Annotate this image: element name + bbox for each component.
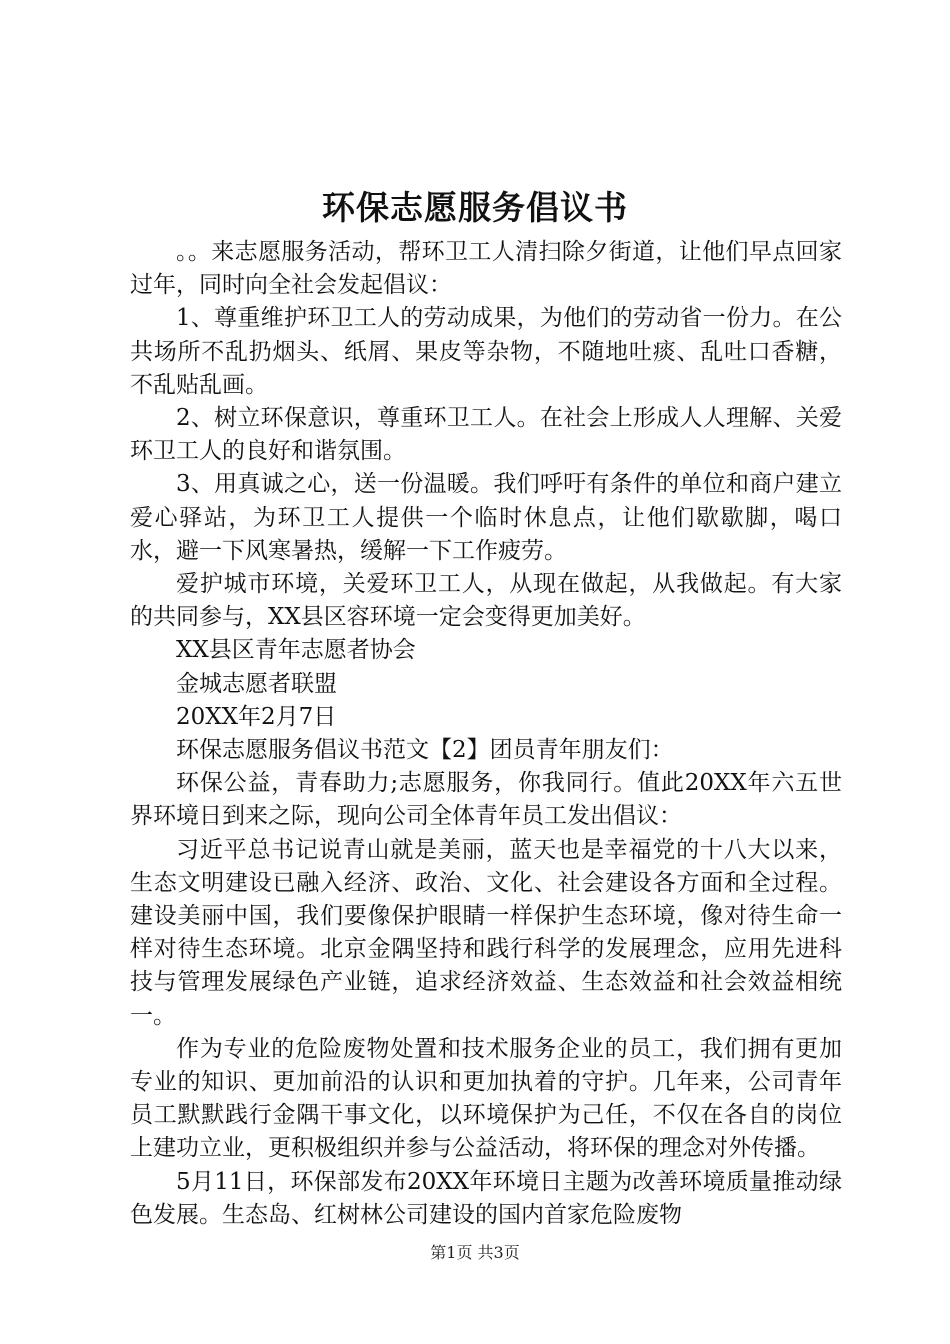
paragraph: 。。来志愿服务活动，帮环卫工人清扫除夕街道，让他们早点回家过年，同时向全社会发起倡议： [130,239,842,299]
document-title: 环保志愿服务倡议书 [322,188,628,227]
paragraph: 作为专业的危险废物处置和技术服务企业的员工，我们拥有更加专业的知识、更加前沿的认识和更加执着的守护。几年来，公司青年员工默默践行金隅干事文化，以环境保护为己任，不仅在各自的岗位上建功立业，更积极组织并参与公益活动，将环保的理念对外传播。 [130,1035,842,1162]
section-heading: 环保志愿服务倡议书范文【2】团员青年朋友们： [176,737,674,764]
document-body [130,236,842,1232]
paragraph: 5月11日，环保部发布20XX年环境日主题为改善环境质量推动绿色发展。生态岛、红树林公司建设的国内首家危险废物 [130,1168,842,1228]
paragraph: 环保公益，青春助力;志愿服务，你我同行。值此20XX年六五世界环境日到来之际，现向公司全体青年员工发出倡议： [130,770,842,830]
paragraph: 爱护城市环境，关爱环卫工人，从现在做起，从我做起。有大家的共同参与，XX县区容环境一定会变得更加美好。 [130,571,842,631]
signature-date: 20XX年2月7日 [176,703,337,730]
page-number-footer: 第1页 共3页 [430,1243,520,1262]
paragraph: 1、尊重维护环卫工人的劳动成果，为他们的劳动省一份力。在公共场所不乱扔烟头、纸屑、果皮等杂物，不随地吐痰、乱吐口香糖，不乱贴乱画。 [130,305,842,398]
paragraph: 2、树立环保意识，尊重环卫工人。在社会上形成人人理解、关爱环卫工人的良好和谐氛围。 [130,405,842,465]
signature-alliance: 金城志愿者联盟 [176,670,337,697]
paragraph: 3、用真诚之心，送一份温暖。我们呼吁有条件的单位和商户建立爱心驿站，为环卫工人提供一个临时休息点，让他们歇歇脚，喝口水，避一下风寒暑热，缓解一下工作疲劳。 [130,471,842,564]
signature-organization: XX县区青年志愿者协会 [176,637,416,664]
paragraph: 习近平总书记说青山就是美丽，蓝天也是幸福党的十八大以来，生态文明建设已融入经济、政治、文化、社会建设各方面和全过程。建设美丽中国，我们要像保护眼睛一样保护生态环境，像对待生命一样对待生态环境。北京金隅坚持和践行科学的发展理念，应用先进科技与管理发展绿色产业链，追求经济效益、生态效益和社会效益相统一。 [130,836,842,1029]
